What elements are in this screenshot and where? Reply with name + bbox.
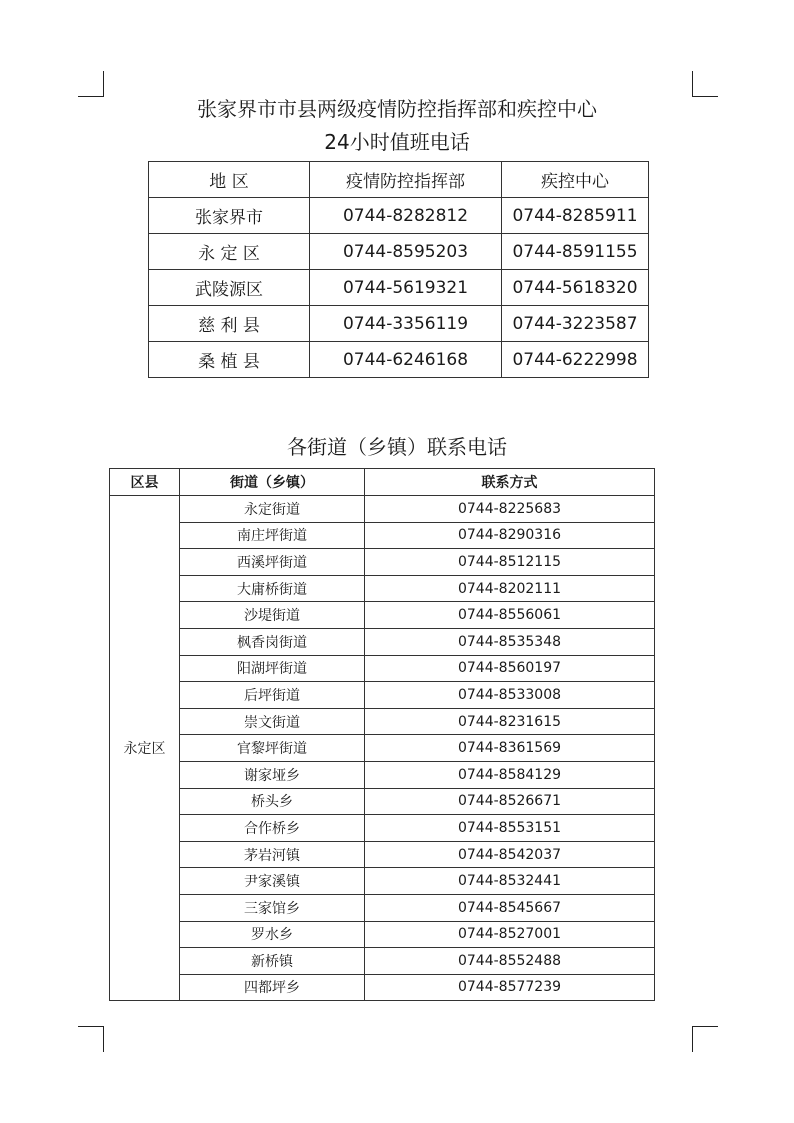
street-phone-cell: 0744-8512115 [365, 549, 655, 576]
street-contacts-table [109, 468, 655, 1001]
header-command: 疫情防控指挥部 [310, 162, 502, 198]
table-row [110, 868, 655, 895]
street-name-cell: 四都坪乡 [180, 974, 365, 1001]
street-name-cell: 新桥镇 [180, 948, 365, 975]
street-phone-cell: 0744-8584129 [365, 761, 655, 788]
table-row [110, 761, 655, 788]
command-phone-cell: 0744-8595203 [310, 234, 502, 270]
table-row [149, 270, 649, 306]
street-phone-cell: 0744-8542037 [365, 841, 655, 868]
table-row [110, 815, 655, 842]
street-name-cell: 枫香岗街道 [180, 628, 365, 655]
street-phone-cell: 0744-8231615 [365, 708, 655, 735]
cdc-phone-cell: 0744-8285911 [502, 198, 649, 234]
street-name-cell: 官黎坪街道 [180, 735, 365, 762]
street-phone-cell: 0744-8556061 [365, 602, 655, 629]
street-name-cell: 茅岩河镇 [180, 841, 365, 868]
crop-mark-bottom-left [78, 1026, 104, 1052]
command-phone-cell: 0744-3356119 [310, 306, 502, 342]
street-name-cell: 大庸桥街道 [180, 575, 365, 602]
street-name-cell: 崇文街道 [180, 708, 365, 735]
command-phone-cell: 0744-6246168 [310, 342, 502, 378]
street-phone-cell: 0744-8545667 [365, 894, 655, 921]
region-cell: 武陵源区 [149, 270, 310, 306]
section-title-streets: 各街道（乡镇）联系电话 [287, 435, 507, 459]
street-name-cell: 沙堤街道 [180, 602, 365, 629]
header-cdc: 疾控中心 [502, 162, 649, 198]
table-row [110, 496, 655, 523]
table-row [149, 342, 649, 378]
street-phone-cell: 0744-8553151 [365, 815, 655, 842]
street-phone-cell: 0744-8202111 [365, 575, 655, 602]
street-name-cell: 阳湖坪街道 [180, 655, 365, 682]
street-name-cell: 合作桥乡 [180, 815, 365, 842]
table-row [110, 522, 655, 549]
street-phone-cell: 0744-8552488 [365, 948, 655, 975]
region-cell: 永 定 区 [149, 234, 310, 270]
street-phone-cell: 0744-8290316 [365, 522, 655, 549]
district-cell: 永定区 [110, 496, 180, 1001]
region-cell: 慈 利 县 [149, 306, 310, 342]
table-row [110, 628, 655, 655]
cdc-phone-cell: 0744-3223587 [502, 306, 649, 342]
table-row [110, 788, 655, 815]
street-phone-cell: 0744-8577239 [365, 974, 655, 1001]
table-row [110, 735, 655, 762]
street-name-cell: 南庄坪街道 [180, 522, 365, 549]
table-row [110, 841, 655, 868]
street-phone-cell: 0744-8527001 [365, 921, 655, 948]
table-row [110, 602, 655, 629]
region-cell: 张家界市 [149, 198, 310, 234]
command-phone-cell: 0744-8282812 [310, 198, 502, 234]
document-title-line1: 张家界市市县两级疫情防控指挥部和疾控中心 [197, 97, 597, 121]
street-phone-cell: 0744-8533008 [365, 682, 655, 709]
crop-mark-bottom-right [692, 1026, 718, 1052]
table-row [110, 921, 655, 948]
street-phone-cell: 0744-8225683 [365, 496, 655, 523]
hotline-table [148, 161, 649, 378]
street-phone-cell: 0744-8361569 [365, 735, 655, 762]
table-row [110, 549, 655, 576]
street-table-header [110, 469, 655, 496]
street-name-cell: 后坪街道 [180, 682, 365, 709]
table-row [149, 198, 649, 234]
street-name-cell: 永定街道 [180, 496, 365, 523]
cdc-phone-cell: 0744-8591155 [502, 234, 649, 270]
table-row [149, 234, 649, 270]
street-name-cell: 尹家溪镇 [180, 868, 365, 895]
table-row [110, 655, 655, 682]
street-phone-cell: 0744-8560197 [365, 655, 655, 682]
street-name-cell: 谢家垭乡 [180, 761, 365, 788]
header-region: 地 区 [149, 162, 310, 198]
region-cell: 桑 植 县 [149, 342, 310, 378]
header-district: 区县 [110, 469, 180, 496]
cdc-phone-cell: 0744-6222998 [502, 342, 649, 378]
street-name-cell: 罗水乡 [180, 921, 365, 948]
table-row [110, 708, 655, 735]
header-contact: 联系方式 [365, 469, 655, 496]
street-phone-cell: 0744-8526671 [365, 788, 655, 815]
hotline-table-header [149, 162, 649, 198]
street-name-cell: 三家馆乡 [180, 894, 365, 921]
cdc-phone-cell: 0744-5618320 [502, 270, 649, 306]
table-row [110, 575, 655, 602]
document-title-line2: 24小时值班电话 [324, 130, 470, 154]
table-row [110, 894, 655, 921]
street-name-cell: 桥头乡 [180, 788, 365, 815]
table-row [110, 682, 655, 709]
command-phone-cell: 0744-5619321 [310, 270, 502, 306]
table-row [110, 974, 655, 1001]
street-phone-cell: 0744-8535348 [365, 628, 655, 655]
header-street: 街道（乡镇） [180, 469, 365, 496]
street-name-cell: 西溪坪街道 [180, 549, 365, 576]
table-row [149, 306, 649, 342]
street-phone-cell: 0744-8532441 [365, 868, 655, 895]
table-row [110, 948, 655, 975]
